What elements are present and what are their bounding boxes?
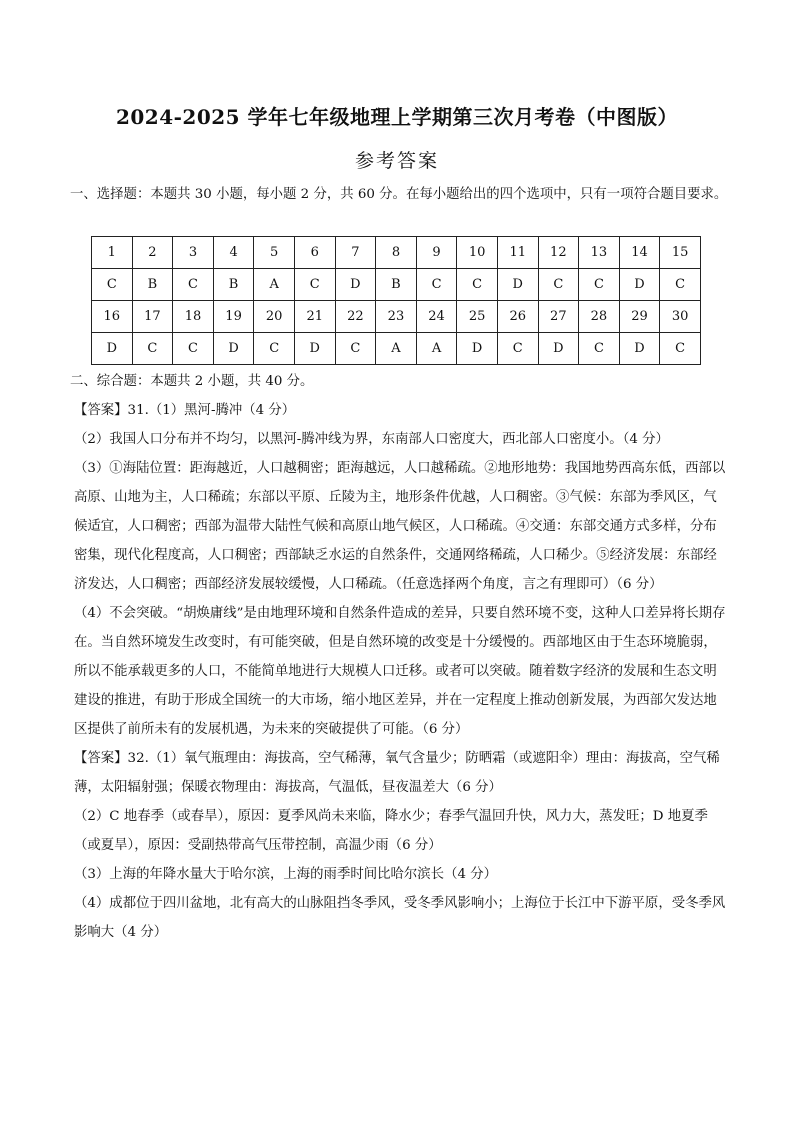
answer-32-4: （4）成都位于四川盆地，北有高大的山脉阻挡冬季风，受冬季风影响小；上海位于长江中下游平原，受冬季风影响大（4 分）: [74, 896, 726, 940]
answer-cell: C: [457, 269, 498, 301]
question-number-cell: 19: [213, 301, 254, 333]
question-number-cell: 5: [254, 237, 295, 269]
answer-31-3: （3）①海陆位置：距海越近，人口越稠密；距海越远，人口越稀疏。②地形地势：我国地势西高东低，西部以高原、山地为主，人口稀疏；东部以平原、丘陵为主，地形条件优越，人口稠密。③气候：东部为季风区，气候适宜，人口稠密；西部为温带大陆性气候和高原山地气候区，人口稀疏。④交通：东部交通方式多样，分布密集，现代化程度高，人口稠密；西部缺乏水运的自然条件，交通网络稀疏，人口稀少。⑤经济发展：东部经济发达，人口稠密；西部经济发展较缓慢，人口稀疏。（任意选择两个角度，言之有理即可）（6 分）: [74, 461, 726, 592]
question-number-cell: 1: [92, 237, 133, 269]
answer-cell: C: [132, 333, 173, 365]
answer-cell: C: [416, 269, 457, 301]
question-number-cell: 18: [173, 301, 214, 333]
answer-cell: B: [376, 269, 417, 301]
answer-cell: B: [132, 269, 173, 301]
answer-31-4: （4）不会突破。“胡焕庸线”是由地理环境和自然条件造成的差异，只要自然环境不变，这种人口差异将长期存在。当自然环境发生改变时，有可能突破，但是自然环境的改变是十分缓慢的。西部地区由于生态环境脆弱，所以不能承载更多的人口，不能简单地进行大规模人口迁移。或者可以突破。随着数字经济的发展和生态文明建设的推进，有助于形成全国统一的大市场，缩小地区差异，并在一定程度上推动创新发展，为西部欠发达地区提供了前所未有的发展机遇，为未来的突破提供了可能。（6 分）: [74, 606, 726, 737]
question-number-cell: 11: [497, 237, 538, 269]
question-number-cell: 13: [579, 237, 620, 269]
answer-cell: B: [213, 269, 254, 301]
answer-cell: D: [538, 333, 579, 365]
section2-heading: 二、综合题：本题共 2 小题，共 40 分。: [70, 374, 314, 389]
answer-cell: C: [173, 269, 214, 301]
question-number-row: [92, 301, 701, 333]
section1-instructions: 一、选择题：本题共 30 小题，每小题 2 分，共 60 分。在每小题给出的四个选项中，只有一项符合题目要求。: [70, 187, 728, 202]
question-number-cell: 28: [579, 301, 620, 333]
answer-cell: C: [335, 333, 376, 365]
question-number-cell: 30: [660, 301, 701, 333]
question-number-cell: 22: [335, 301, 376, 333]
answer-cell: D: [619, 333, 660, 365]
answer-cell: D: [92, 333, 133, 365]
answer-cell: C: [497, 333, 538, 365]
question-number-cell: 21: [294, 301, 335, 333]
question-number-cell: 15: [660, 237, 701, 269]
answer-body: [74, 396, 726, 947]
question-number-cell: 16: [92, 301, 133, 333]
question-number-cell: 23: [376, 301, 417, 333]
question-number-cell: 8: [376, 237, 417, 269]
answer-cell: A: [416, 333, 457, 365]
question-number-cell: 29: [619, 301, 660, 333]
answer-cell: C: [579, 333, 620, 365]
question-number-cell: 14: [619, 237, 660, 269]
question-number-cell: 3: [173, 237, 214, 269]
answer-31-1: 【答案】31.（1）黑河-腾冲（4 分）: [74, 403, 296, 418]
question-number-cell: 17: [132, 301, 173, 333]
question-number-cell: 10: [457, 237, 498, 269]
page-title: 2024-2025 学年七年级地理上学期第三次月考卷（中图版）: [115, 105, 679, 129]
answer-cell: C: [660, 333, 701, 365]
question-number-cell: 27: [538, 301, 579, 333]
answer-cell: C: [538, 269, 579, 301]
answer-31-2: （2）我国人口分布并不均匀，以黑河-腾冲线为界，东南部人口密度大，西北部人口密度小。（4 分）: [74, 432, 669, 447]
page-subtitle: 参考答案: [354, 150, 439, 172]
answer-cell: C: [92, 269, 133, 301]
question-number-cell: 25: [457, 301, 498, 333]
question-number-cell: 26: [497, 301, 538, 333]
question-number-cell: 7: [335, 237, 376, 269]
answer-cell: C: [579, 269, 620, 301]
question-number-cell: 24: [416, 301, 457, 333]
answer-cell: A: [254, 269, 295, 301]
answer-cell: C: [294, 269, 335, 301]
answer-cell: A: [376, 333, 417, 365]
answer-table: [91, 236, 701, 365]
answer-32-1: 【答案】32.（1）氧气瓶理由：海拔高，空气稀薄，氧气含量少；防晒霜（或遮阳伞）理由：海拔高，空气稀薄，太阳辐射强；保暖衣物理由：海拔高，气温低，昼夜温差大（6 分）: [74, 751, 720, 795]
question-number-row: [92, 237, 701, 269]
question-number-cell: 9: [416, 237, 457, 269]
answer-32-2: （2）C 地春季（或春旱），原因：夏季风尚未来临，降水少；春季气温回升快，风力大，蒸发旺；D 地夏季（或夏旱），原因：受副热带高气压带控制，高温少雨（6 分）: [74, 809, 708, 853]
question-number-cell: 20: [254, 301, 295, 333]
answer-cell: D: [294, 333, 335, 365]
answer-32-3: （3）上海的年降水量大于哈尔滨，上海的雨季时间比哈尔滨长（4 分）: [74, 867, 498, 882]
answer-cell: C: [254, 333, 295, 365]
question-number-cell: 12: [538, 237, 579, 269]
answer-cell: D: [619, 269, 660, 301]
answer-cell: D: [213, 333, 254, 365]
answer-cell: C: [173, 333, 214, 365]
answer-row: [92, 333, 701, 365]
answer-row: [92, 269, 701, 301]
answer-cell: D: [497, 269, 538, 301]
question-number-cell: 4: [213, 237, 254, 269]
question-number-cell: 6: [294, 237, 335, 269]
answer-cell: C: [660, 269, 701, 301]
question-number-cell: 2: [132, 237, 173, 269]
answer-cell: D: [335, 269, 376, 301]
answer-cell: D: [457, 333, 498, 365]
